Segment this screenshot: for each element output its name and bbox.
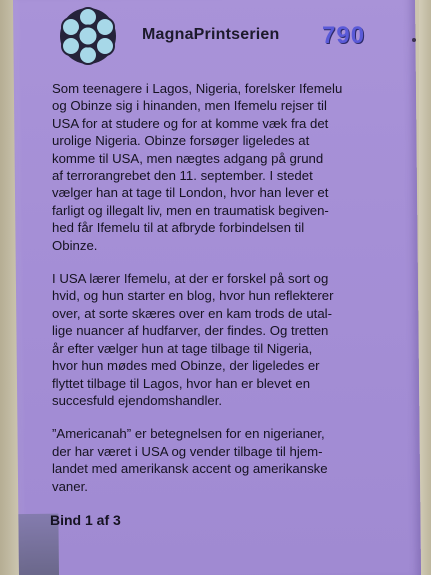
blurb-paragraph: Som teenagere i Lagos, Nigeria, forelsker Ifemelu og Obinze sig i hinanden, men Ifemelu rejser til USA for at studere og for at komme væk fra det urolige Nigeria. Obinze forsøger ligeledes at komme til USA, men nægtes adgang på grund af terrorangrebet den 11. september. I stedet vælger han at tage til London, hvor han lever et farligt og illegalt liv, men en traumatisk begiven- hed får Ifemelu til at afbryde forbindelsen til Obinze. <box>52 81 343 253</box>
flower-icon <box>52 4 124 68</box>
blurb-paragraph: ”Americanah” er betegnelsen for en nigerianer, der har været i USA og vender tilbage til hjem- landet med amerikansk accent og amerikanske vaner. <box>52 426 328 494</box>
series-number: 790 <box>322 22 366 49</box>
volume-label: Bind 1 af 3 <box>50 512 121 528</box>
cover-mark <box>412 38 416 42</box>
blurb-paragraph: I USA lærer Ifemelu, at der er forskel på sort og hvid, og hun starter en blog, hvor hun reflekterer over, at sorte skæres over en kam trods de utal- lige nuancer af hudfarver, der findes. Og tretten år efter vælger hun at tage tilbage til Nigeria, hvor hun mødes med Obinze, der ligeledes er flyttet tilbage til Lagos, hvor han er blevet en succesfuld ejendomshandler. <box>52 271 334 408</box>
blurb-text <box>52 80 390 511</box>
logo-petal <box>79 8 97 26</box>
logo-center <box>78 26 98 46</box>
table-surface-right <box>419 0 431 575</box>
series-name: MagnaPrintserien <box>142 26 280 43</box>
logo-flower <box>60 8 116 64</box>
logo-petal <box>79 46 97 64</box>
